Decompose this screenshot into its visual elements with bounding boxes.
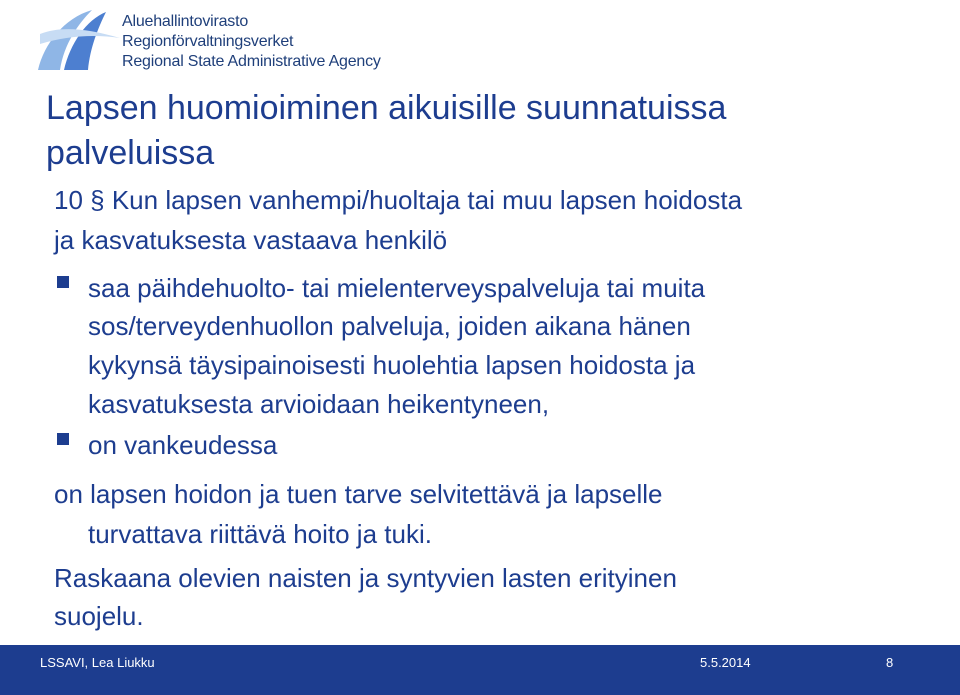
title-line-2: palveluissa: [46, 134, 215, 172]
slide-footer: [0, 645, 960, 695]
conclusion-line-1: on lapsen hoidon ja tuen tarve selvitettävä ja lapselle: [54, 479, 663, 509]
bullet1-line-1: saa päihdehuolto- tai mielenterveyspalveluja tai muita: [88, 273, 706, 303]
extra-line-2: suojelu.: [54, 601, 144, 631]
bullet-square-icon: [57, 276, 69, 288]
org-name-fi: Aluehallintovirasto: [122, 13, 249, 30]
extra-line-1: Raskaana olevien naisten ja syntyvien lasten erityinen: [54, 563, 677, 593]
bullet-square-icon: [57, 433, 69, 445]
footer-date: 5.5.2014: [700, 655, 751, 670]
bullet1-line-2: sos/terveydenhuollon palveluja, joiden aikana hänen: [88, 311, 691, 341]
bullet1-line-3: kykynsä täysipainoisesti huolehtia lapsen hoidosta ja: [88, 350, 696, 380]
title-line-1: Lapsen huomioiminen aikuisille suunnatuissa: [46, 89, 727, 127]
footer-page-number: 8: [886, 655, 894, 670]
org-name-sv: Regionförvaltningsverket: [122, 33, 294, 50]
intro-line-2: ja kasvatuksesta vastaava henkilö: [54, 225, 448, 255]
conclusion-line-2: turvattava riittävä hoito ja tuki.: [88, 519, 432, 549]
footer-author: LSSAVI, Lea Liukku: [40, 655, 155, 670]
bullet2-line-1: on vankeudessa: [88, 430, 278, 460]
intro-line-1: 10 § Kun lapsen vanhempi/huoltaja tai muu lapsen hoidosta: [54, 185, 743, 215]
org-name-en: Regional State Administrative Agency: [122, 53, 381, 70]
bullet1-line-4: kasvatuksesta arvioidaan heikentyneen,: [88, 389, 550, 419]
